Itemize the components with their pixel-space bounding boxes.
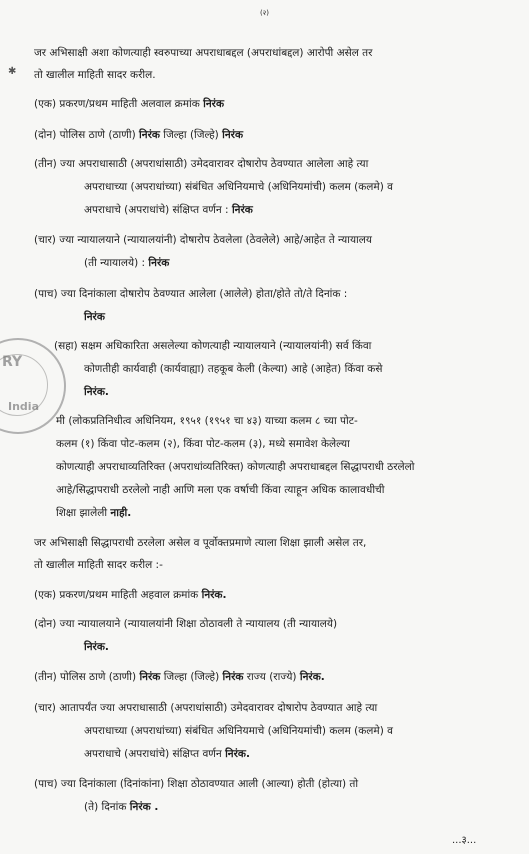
section1-intro-line2: तो खालील माहिती सादर करील. (34, 69, 156, 81)
s1-item5-value: निरंक (84, 311, 105, 323)
s3-item5-line1: (पाच) ज्या दिनांकाला (दिनांकांना) शिक्षा ठोठावण्यात आली (आल्या) होती (होत्या) तो (34, 778, 359, 790)
section3-intro-line1: जर अभिसाक्षी सिद्धापराधी ठरलेला असेल व पूर्वोक्तप्रमाणे त्याला शिक्षा झाली असेल तर, (34, 537, 367, 549)
section2-line5: शिक्षा झालेली नाही. (56, 507, 132, 519)
section2-line3: कोणत्याही अपराधाव्यतिरिक्त (अपराधांव्यतिरिक्त) कोणत्याही अपराधाबद्दल सिद्धापराधी ठरलेलो (56, 461, 415, 473)
page-number-top: (२) (259, 9, 270, 17)
s3-item4-line3: अपराधाचे (अपराधांचे) संक्षिप्त वर्णन निरंक. (84, 748, 250, 760)
s1-item4-line1: (चार) ज्या न्यायालयाने (न्यायालयांनी) दोषारोप ठेवलेला (ठेवलेले) आहे/आहेत ते न्यायालय (34, 234, 372, 246)
s3-item3: (तीन) पोलिस ठाणे (ठाणी) निरंक जिल्हा (जिल्हे) निरंक राज्य (राज्ये) निरंक. (34, 671, 325, 683)
s3-item5-line2: (ते) दिनांक निरंक . (84, 801, 159, 813)
s3-item2-value: निरंक. (84, 641, 109, 653)
stamp-text-bottom: India (8, 400, 39, 413)
margin-mark: ✱ (8, 66, 17, 77)
section2-line2: कलम (१) किंवा पोट-कलम (२), किंवा पोट-कलम (३), मध्ये समावेश केलेल्या (56, 438, 350, 450)
stamp-text-top: RY (2, 354, 23, 370)
s1-item2: (दोन) पोलिस ठाणे (ठाणी) निरंक जिल्हा (जिल्हे) निरंक (34, 129, 244, 141)
section3-intro-line2: तो खालील माहिती सादर करील :- (34, 559, 163, 571)
s1-item3-line3: अपराधाचे (अपराधांचे) संक्षिप्त वर्णन : निरंक (84, 204, 253, 216)
s1-item6-line1: (सहा) सक्षम अधिकारिता असलेल्या कोणत्याही न्यायालयाने (न्यायालयांनी) सर्व किंवा (54, 340, 372, 352)
section2-line4: आहे/सिद्धापराधी ठरलेलो नाही आणि मला एक वर्षाची किंवा त्याहून अधिक कालावधीची (56, 484, 385, 496)
s1-item1: (एक) प्रकरण/प्रथम माहिती अलवाल क्रमांक निरंक (34, 98, 225, 110)
s1-item3-line1: (तीन) ज्या अपराधासाठी (अपराधांसाठी) उमेदवारावर दोषारोप ठेवण्यात आलेला आहे त्या (34, 158, 369, 170)
s3-item2-line1: (दोन) ज्या न्यायालयाने (न्यायालयांनी शिक्षा ठोठावली ते न्यायालय (ती न्यायालये) (34, 618, 338, 630)
page-continue-marker: ...३... (452, 835, 477, 846)
s1-item4-line2: (ती न्यायालये) : निरंक (84, 257, 170, 269)
s1-item6-line2: कोणतीही कार्यवाही (कार्यवाह्या) तहकूब केली (केल्या) आहे (आहेत) किंवा कसे (84, 363, 383, 375)
section1-intro-line1: जर अभिसाक्षी अशा कोणत्याही स्वरुपाच्या अपराधाबद्दल (अपराधांबद्दल) आरोपी असेल तर (34, 47, 373, 59)
section2-line1: मी (लोकप्रतिनिधीत्व अधिनियम, १९५१ (१९५१ चा ४३) याच्या कलम ८ च्या पोट- (56, 415, 358, 427)
s3-item4-line1: (चार) आतापर्यंत ज्या अपराधासाठी (अपराधांसाठी) उमेदवारावर दोषारोप ठेवण्यात आहे त्या (34, 702, 378, 714)
s1-item5-line1: (पाच) ज्या दिनांकाला दोषारोप ठेवण्यात आलेला (आलेले) होता/होते तो/ते दिनांक : (34, 288, 348, 300)
s1-item3-line2: अपराधाच्या (अपराधांच्या) संबंधित अधिनियमाचे (अधिनियमांची) कलम (कलमे) व (84, 181, 393, 193)
s3-item1: (एक) प्रकरण/प्रथम माहिती अहवाल क्रमांक निरंक. (34, 589, 227, 601)
s1-item6-value: निरंक. (84, 386, 109, 398)
s3-item4-line2: अपराधाच्या (अपराधांच्या) संबंधित अधिनियमाचे (अधिनियमांची) कलम (कलमे) व (84, 725, 393, 737)
